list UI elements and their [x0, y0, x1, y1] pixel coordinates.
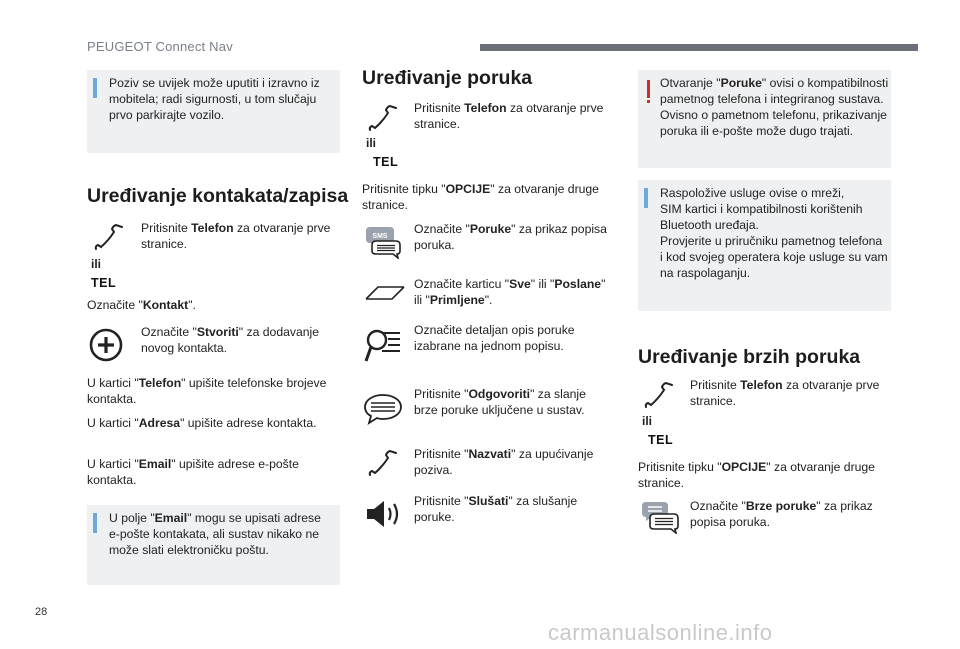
or-label: ili [91, 257, 102, 271]
info-note-services: Raspoložive usluge ovise o mreži, SIM kartici i kompatibilnosti korištenih Bluetooth uređaja. Provjerite u priručniku pametnog telefona i kod svojeg operatera koje usluge su vam na raspolaganju. [638, 180, 891, 311]
info-icon [93, 78, 97, 98]
tab-email-text: U kartici "Email" upišite adrese e-pošte kontakta. [87, 457, 299, 487]
or-label: ili [366, 136, 377, 150]
info-icon [644, 188, 648, 208]
phone-icon [92, 222, 126, 252]
reply-message-icon [363, 393, 403, 425]
detail-text: Označite detaljan opis poruke izabrane na jednom popisu. [414, 323, 575, 353]
messages-list-text: Označite "Poruke" za prikaz popisa poruka. [414, 222, 607, 252]
page-number: 28 [35, 606, 48, 618]
detail-search-icon [364, 327, 404, 367]
section-heading-messages: Uređivanje poruka [362, 67, 533, 89]
select-contact-text: Označite "Kontakt". [87, 298, 196, 312]
tel-label: TEL [648, 433, 674, 447]
call-text: Pritisnite "Nazvati" za upućivanje poziva. [414, 447, 594, 477]
warning-note-messages: Otvaranje "Poruke" ovisi o kompatibilnosti pametnog telefona i integriranog sustava. Ovisno o pametnom telefonu, prikazivanje poruka ili e-pošte može dugo trajati. [638, 70, 891, 168]
info-note-email: U polje "Email" mogu se upisati adrese e-pošte kontakata, ali sustav nikako ne može slati elektroničku poštu. [87, 505, 340, 585]
listen-text: Pritisnite "Slušati" za slušanje poruke. [414, 494, 578, 524]
quick-messages-text: Označite "Brze poruke" za prikaz popisa poruka. [690, 499, 873, 529]
watermark: carmanualsonline.info [548, 620, 773, 645]
options-text: Pritisnite tipku "OPCIJE" za otvaranje druge stranice. [362, 182, 599, 212]
note-line: mobitela; radi sigurnosti, u tom slučaju [109, 92, 317, 106]
quick-messages-icon [640, 500, 680, 534]
reply-text: Pritisnite "Odgovoriti" za slanje brze poruke uključene u sustav. [414, 387, 586, 417]
create-contact-text: Označite "Stvoriti" za dodavanje novog kontakta. [141, 325, 320, 355]
section-heading-contacts: Uređivanje kontakata/zapisa [87, 185, 349, 207]
sms-label: SMS [372, 233, 388, 240]
warning-icon [647, 80, 650, 98]
note-line: prvo parkirajte vozilo. [109, 108, 225, 122]
tab-address-text: U kartici "Adresa" upišite adrese kontakta. [87, 416, 317, 430]
phone-icon [366, 448, 400, 478]
info-note-call [87, 70, 340, 153]
phone-icon [366, 103, 400, 133]
manual-header-title: PEUGEOT Connect Nav [87, 39, 233, 54]
warning-icon-dot [647, 100, 650, 103]
tel-label: TEL [91, 276, 117, 290]
speaker-icon [364, 498, 404, 530]
phone-icon [642, 380, 676, 410]
section-heading-quick-messages: Uređivanje brzih poruka [638, 346, 861, 368]
quick-options-text: Pritisnite tipku "OPCIJE" za otvaranje druge stranice. [638, 460, 875, 490]
add-contact-icon [88, 327, 124, 363]
messages-step-phone: Pritisnite Telefon za otvaranje prve stranice. [414, 101, 604, 131]
note-line: Poziv se uvijek može uputiti i izravno iz [109, 76, 320, 90]
tel-label: TEL [373, 155, 399, 169]
tab-icon [364, 281, 406, 303]
header-bar [480, 44, 918, 51]
or-label: ili [642, 414, 653, 428]
sms-icon [364, 223, 402, 259]
contacts-step-phone: Pritisnite Telefon za otvaranje prve stranice. [141, 221, 331, 251]
info-icon [93, 513, 97, 533]
tabs-text: Označite karticu "Sve" ili "Poslane" ili "Primljene". [414, 277, 606, 307]
tab-phone-text: U kartici "Telefon" upišite telefonske brojeve kontakta. [87, 376, 327, 406]
quick-step-phone: Pritisnite Telefon za otvaranje prve stranice. [690, 378, 880, 408]
